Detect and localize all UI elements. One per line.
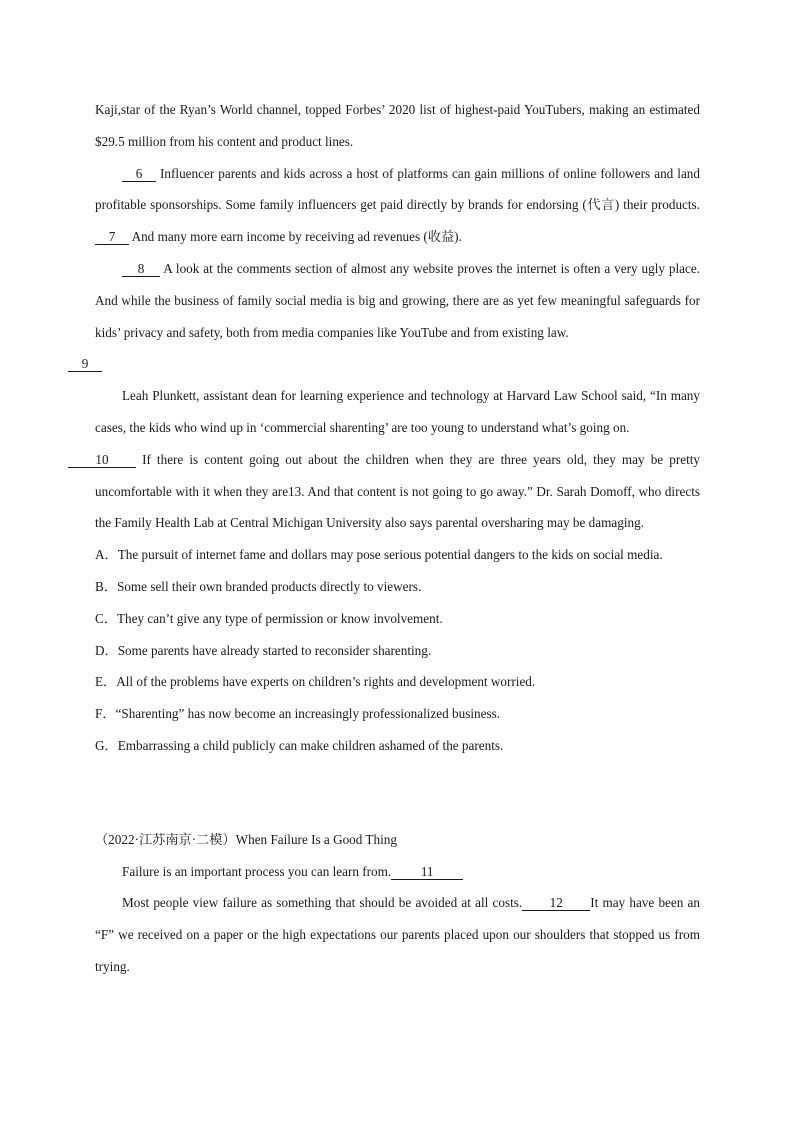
paragraph-text: Failure is an important process you can learn from. [122,863,392,879]
document-page [81,94,700,983]
paragraph-failure-view [95,887,700,982]
paragraph-text: A look at the comments section of almost any website proves the internet is often a very ugly place. And while the business of family social media is big and growing, there are as yet few meaningful safeguards for kids’ privacy and safety, both from media companies like YouTube and from existing law. [95,260,700,340]
paragraph-text: It may have been an “F” we received on a paper or the high expectations our parents placed upon our shoulders that stopped us from trying. [95,895,700,974]
section-spacer [95,762,700,824]
answer-blank-9[interactable]: 9 [68,356,102,372]
option-g: G．Embarrassing a child publicly can make children ashamed of the parents. [95,737,504,753]
option-d: D．Some parents have already started to reconsider sharenting. [95,642,432,658]
paragraph-text: If there is content going out about the children when they are three years old, they may be pretty uncomfortable with it when they are13. And that content is not going to go away.” Dr. Sarah Domoff, who directs the Family Health Lab at Central Michigan University also says parental oversharing may be damaging. [95,451,700,531]
paragraph-failure-intro [95,856,700,888]
option-f: F．“Sharenting” has now become an increasingly professionalized business. [95,706,501,722]
paragraph-kaji: Kaji,star of the Ryan’s World channel, topped Forbes’ 2020 list of highest-paid YouTubers, making an estimated $29.5 million from his content and product lines. [95,102,700,149]
paragraph-text: Leah Plunkett, assistant dean for learning experience and technology at Harvard Law School said, “In many cases, the kids who wind up in ‘commercial sharenting’ are too young to understand what’s going on. [95,388,700,435]
option-c: C．They can’t give any type of permission or know involvement. [95,610,443,626]
paragraph-plunkett [95,380,700,539]
answer-blank-6[interactable]: 6 [122,166,156,182]
paragraph-text: Most people view failure as something that should be avoided at all costs. [122,895,523,911]
passage-header: （2022·江苏南京·二模）When Failure Is a Good Thing [95,831,397,847]
option-a: A．The pursuit of internet fame and dollars may pose serious potential dangers to the kids on social media. [95,547,663,563]
paragraph-blank-8 [81,253,700,380]
option-b: B．Some sell their own branded products directly to viewers. [95,578,422,594]
answer-blank-7[interactable]: 7 [95,229,129,245]
answer-blank-11[interactable]: 11 [391,864,463,880]
answer-blank-8[interactable]: 8 [122,261,160,277]
paragraph-text: Influencer parents and kids across a host of platforms can gain millions of online followers and land profitable sponsorships. Some family influencers get paid directly by brands for endorsing (代言) their products. [95,165,700,213]
answer-blank-12[interactable]: 12 [522,895,590,911]
answer-blank-10[interactable]: 10 [68,452,136,468]
paragraph-text: And many more earn income by receiving ad revenues (收益). [129,229,462,245]
option-e: E．All of the problems have experts on children’s rights and development worried. [95,674,536,690]
paragraph-blank-6 [95,158,700,253]
